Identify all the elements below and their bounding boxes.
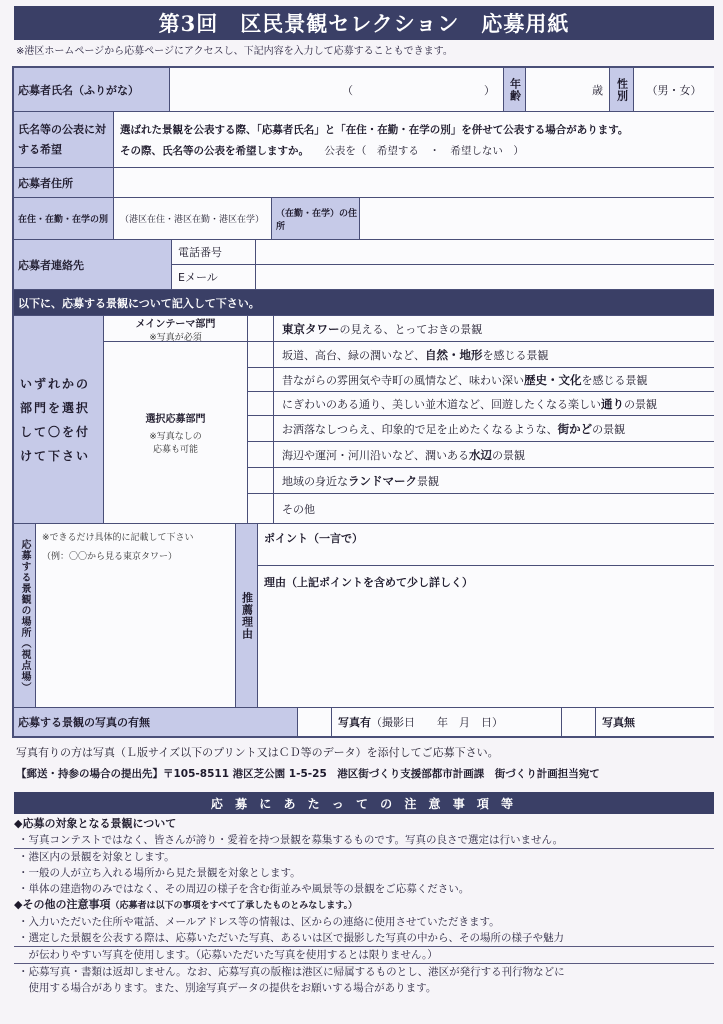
reason-label: 推薦理由	[240, 591, 254, 640]
category-row[interactable]	[248, 316, 714, 342]
landscape-header: 以下に、応募する景観について記入して下さい。	[14, 290, 714, 316]
notes-section	[14, 816, 714, 996]
publish-line1: 選ばれた景観を公表する際、「応募者氏名」と「在住・在勤・在学の別」を併せて公表する場合があります。	[120, 123, 629, 136]
address-field[interactable]	[114, 168, 714, 198]
age-field[interactable]	[526, 68, 610, 112]
publish-field	[114, 112, 714, 168]
selection-label: 選択応募部門	[145, 414, 206, 425]
category-select-box[interactable]	[248, 442, 274, 467]
notes-sec1-item: ・写真コンテストではなく、皆さんが誇り・愛着を持つ景観を募集するものです。写真の良さで選定は行いません。	[14, 832, 714, 849]
selection-note-1: ※写真なしの	[149, 432, 202, 442]
selection-dept	[104, 342, 248, 524]
photo-yes-label: 写真有	[338, 716, 371, 729]
notes-sec2-item: ・応募写真・書類は返却しません。なお、応募写真の版権は港区に帰属するものとし、港区が発行する刊行物などに	[18, 966, 565, 978]
name-paren-open: （	[342, 83, 353, 97]
email-field[interactable]	[256, 265, 714, 290]
category-select-box[interactable]	[248, 342, 274, 367]
reason-field[interactable]	[258, 566, 714, 708]
category-post: を感じる景観	[581, 373, 648, 387]
place-example: （例：〇〇から見る東京タワー）	[42, 552, 178, 562]
category-pre: 昔ながらの雰囲気や寺町の風情など、味わい深い	[282, 373, 524, 387]
age-unit: 歳	[592, 83, 603, 97]
category-pre: その他	[282, 502, 315, 516]
category-em: 自然・地形	[425, 347, 483, 362]
point-label: ポイント（一言で）	[264, 532, 363, 545]
category-row[interactable]	[248, 392, 714, 416]
category-em: 水辺	[469, 447, 492, 462]
notes-sec2-item: 使用する場合があります。また、別途写真データの提供をお願いする場合があります。	[18, 982, 437, 994]
category-select-box[interactable]	[248, 368, 274, 391]
notes-sec2-item: ・選定した景観を公表する際は、応募いただいた写真、あるいは区で撮影した写真の中から、その場所の様子や魅力	[14, 930, 714, 947]
name-paren-close: ）	[484, 83, 495, 97]
place-note: ※できるだけ具体的に記載して下さい	[42, 533, 194, 543]
gender-label: 性別	[615, 77, 629, 102]
residency-address-field[interactable]	[360, 198, 714, 240]
category-select-box[interactable]	[248, 316, 274, 341]
category-em: 歴史・文化	[524, 372, 582, 387]
name-label: 応募者氏名（ふりがな）	[14, 68, 170, 112]
photo-yes-checkbox[interactable]	[298, 708, 332, 736]
category-select-box[interactable]	[248, 468, 274, 493]
category-select-box[interactable]	[248, 494, 274, 523]
submission-address: 【郵送・持参の場合の提出先】〒105-8511 港区芝公園 1-5-25 港区街づくり支援部都市計画課 街づくり計画担当宛て	[16, 768, 600, 780]
name-field[interactable]	[170, 68, 504, 112]
category-select-box[interactable]	[248, 416, 274, 441]
selection-note-2: 応募も可能	[152, 445, 198, 455]
choose-label: いずれかの部門を選択して〇を付けて下さい	[14, 316, 104, 524]
place-field[interactable]	[36, 524, 236, 708]
notes-sec1-title: ◆応募の対象となる景観について	[14, 817, 177, 830]
category-post: の景観	[592, 422, 626, 436]
main-theme-label: メインテーマ部門	[135, 318, 216, 330]
category-pre: 坂道、高台、緑の潤いなど、	[282, 348, 425, 362]
category-post: 景観	[417, 474, 439, 488]
residency-address-label: （在勤・在学）の住所	[272, 198, 360, 240]
photo-date: （撮影日 年 月 日）	[371, 716, 503, 729]
category-post: の景観	[492, 448, 525, 462]
residency-options[interactable]: （港区在住・港区在勤・港区在学）	[114, 198, 272, 240]
email-label: Eメール	[172, 265, 256, 290]
category-row[interactable]	[248, 468, 714, 494]
category-pre: 海辺や運河・河川沿いなど、潤いある	[282, 448, 469, 462]
category-post: を感じる景観	[482, 348, 549, 362]
category-row[interactable]	[248, 416, 714, 442]
application-form	[12, 66, 714, 738]
age-label: 年齢	[508, 77, 522, 102]
category-row[interactable]	[248, 342, 714, 368]
category-pre: お洒落なしつらえ、印象的で足を止めたくなるような、	[282, 422, 558, 436]
category-row[interactable]	[248, 442, 714, 468]
category-em: 街かど	[557, 421, 593, 436]
address-label: 応募者住所	[14, 168, 114, 198]
gender-options: （男・女）	[646, 83, 702, 97]
category-select-box[interactable]	[248, 392, 274, 415]
notes-header: 応 募 に あ た っ て の 注 意 事 項 等	[14, 792, 714, 814]
reason-detail-label: 理由（上記ポイントを含めて少し詳しく）	[264, 576, 473, 589]
contact-label: 応募者連絡先	[14, 240, 172, 290]
main-theme-note: ※写真が必須	[149, 332, 202, 343]
notes-sec1-item: ・港区内の景観を対象とします。	[18, 851, 175, 863]
phone-label: 電話番号	[172, 240, 256, 265]
publish-label: 氏名等の公表に対する希望	[14, 112, 114, 168]
attach-instruction: 写真有りの方は写真（Ｌ版サイズ以下のプリント又はＣＤ等のデータ）を添付してご応募下さい。	[16, 746, 499, 759]
publish-line2: その際、氏名等の公表を希望しますか。	[120, 144, 309, 157]
category-pre: 地域の身近な	[282, 474, 348, 488]
notes-sec2-note: （応募者は以下の事項をすべて了承したものとみなします。）	[110, 901, 358, 911]
notes-sec2-title: ◆その他の注意事項	[14, 898, 111, 911]
page-title: 第3回 区民景観セレクション 応募用紙	[14, 6, 714, 40]
notes-sec1-item: ・一般の人が立ち入れる場所から見た景観を対象とします。	[18, 867, 301, 879]
photo-yes-field	[332, 708, 562, 736]
category-row[interactable]	[248, 368, 714, 392]
publish-choice[interactable]: 公表を（ 希望する ・ 希望しない ）	[324, 144, 524, 157]
category-row[interactable]	[248, 494, 714, 524]
category-em: 東京タワー	[282, 321, 340, 336]
photo-no-field	[596, 708, 714, 736]
category-pre: にぎわいのある通り、美しい並木道など、回遊したくなる楽しい	[282, 397, 601, 411]
top-note: ※港区ホームページから応募ページにアクセスし、下記内容を入力して応募することもできます。	[16, 46, 453, 57]
notes-sec1-item: ・単体の建造物のみではなく、その周辺の様子を含む街並みや風景等の景観をご応募ください。	[18, 883, 470, 895]
photo-no-checkbox[interactable]	[562, 708, 596, 736]
notes-sec2-item: が伝わりやすい写真を使用します。（応募いただいた写真を使用するとは限りません。）	[14, 947, 714, 964]
place-label: 応募する景観の場所（視点場）	[19, 538, 30, 693]
category-post: の見える、とっておきの景観	[339, 322, 483, 336]
photo-label: 応募する景観の写真の有無	[14, 708, 298, 736]
category-post: の景観	[624, 397, 657, 411]
residency-label: 在住・在勤・在学の別	[14, 198, 114, 240]
category-em: 通り	[601, 396, 624, 411]
category-em: ランドマーク	[348, 473, 417, 488]
point-field[interactable]	[258, 524, 714, 566]
photo-no-label: 写真無	[602, 716, 635, 729]
notes-sec2-item: ・入力いただいた住所や電話、メールアドレス等の情報は、区からの連絡に使用させていただきます。	[18, 916, 500, 928]
gender-field[interactable]	[634, 68, 714, 112]
main-theme	[104, 316, 248, 342]
phone-field[interactable]	[256, 240, 714, 265]
